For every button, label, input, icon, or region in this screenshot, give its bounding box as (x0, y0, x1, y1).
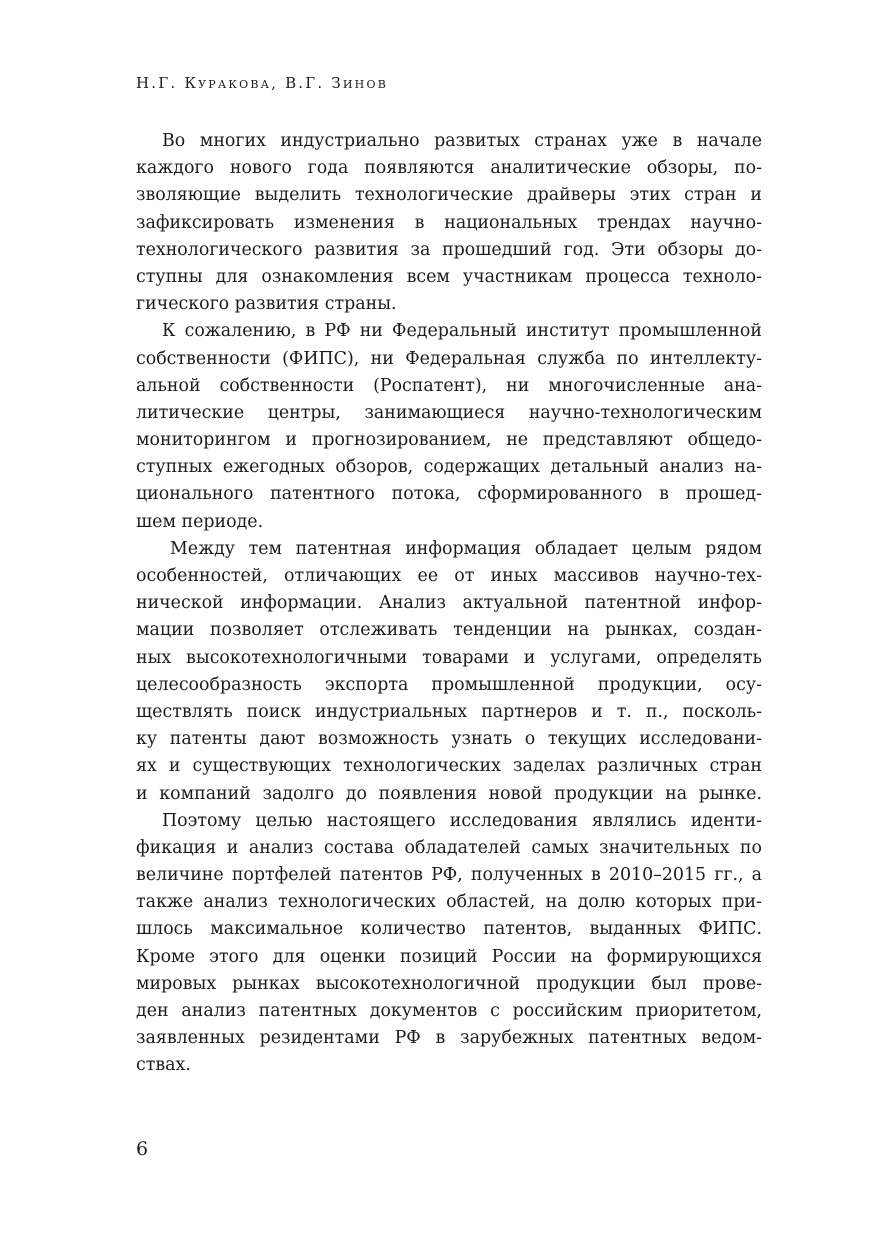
text-line: фикация и анализ состава обладателей самых значительных по (136, 837, 762, 858)
text-line: величине портфелей патентов РФ, полученных в 2010–2015 гг., а (136, 865, 762, 886)
text-line: ступных ежегодных обзоров, содержащих детальный анализ на- (136, 457, 762, 478)
text-line: заявленных резидентами РФ в зарубежных патентных ведом- (136, 1028, 762, 1049)
paragraph-2 (136, 318, 762, 536)
text-line: Кроме этого для оценки позиций России на формирующихся (136, 946, 762, 967)
page-number: 6 (136, 1138, 149, 1160)
text-line: Поэтому целью настоящего исследования являлись иденти- (162, 810, 762, 831)
text-line: мониторингом и прогнозированием, не представляют общедо- (136, 430, 762, 451)
text-line: шем периоде. (136, 511, 264, 532)
text-line: ден анализ патентных документов с российским приоритетом, (136, 1001, 762, 1021)
text-line: каждого нового года появляются аналитические обзоры, по- (136, 158, 762, 179)
text-line: альной собственности (Роспатент), ни многочисленные ана- (136, 375, 762, 396)
text-line: ществлять поиск индустриальных партнеров и т. п., посколь- (136, 701, 762, 722)
text-line: собственности (ФИПС), ни Федеральная служба по интеллекту- (136, 348, 762, 369)
running-header-authors: Н.Г. Куракова, В.Г. Зинов (136, 74, 388, 92)
text-line: особенностей, отличающих ее от иных массивов научно-тех- (136, 566, 762, 586)
text-line: ных высокотехнологичными товарами и услугами, определять (136, 647, 762, 668)
text-line: ку патенты дают возможность узнать о текущих исследовани- (136, 729, 762, 750)
text-line: мации позволяет отслеживать тенденции на рынках, создан- (136, 620, 762, 641)
paragraph-3 (136, 536, 762, 808)
text-line: К сожалению, в РФ ни Федеральный институт промышленной (162, 321, 762, 342)
text-line: ствах. (136, 1055, 191, 1076)
text-line: зволяющие выделить технологические драйверы этих стран и (136, 185, 762, 206)
paragraph-4 (136, 808, 762, 1080)
body-text (136, 128, 762, 1080)
text-line: технологического развития за прошедший год. Эти обзоры до- (136, 239, 762, 260)
text-line: ступны для ознакомления всем участникам процесса техноло- (136, 266, 762, 287)
text-line: шлось максимальное количество патентов, выданных ФИПС. (136, 919, 762, 940)
text-line: зафиксировать изменения в национальных трендах научно- (136, 212, 762, 233)
text-line: и компаний задолго до появления новой продукции на рынке. (136, 783, 762, 804)
paragraph-1 (136, 128, 762, 318)
text-line: ционального патентного потока, сформированного в прошед- (136, 484, 762, 505)
text-line: гического развития страны. (136, 294, 397, 315)
text-line: Между тем патентная информация обладает целым рядом (170, 538, 762, 559)
text-line: мировых рынках высокотехнологичной продукции был прове- (136, 973, 762, 994)
text-line: литические центры, занимающиеся научно-технологическим (136, 402, 762, 423)
text-line: целесообразность экспорта промышленной продукции, осу- (136, 674, 762, 695)
text-line: Во многих индустриально развитых странах уже в начале (162, 131, 762, 151)
text-line: ях и существующих технологических заделах различных стран (136, 756, 762, 777)
text-line: также анализ технологических областей, на долю которых при- (136, 892, 762, 913)
text-line: нической информации. Анализ актуальной патентной инфор- (136, 593, 762, 614)
